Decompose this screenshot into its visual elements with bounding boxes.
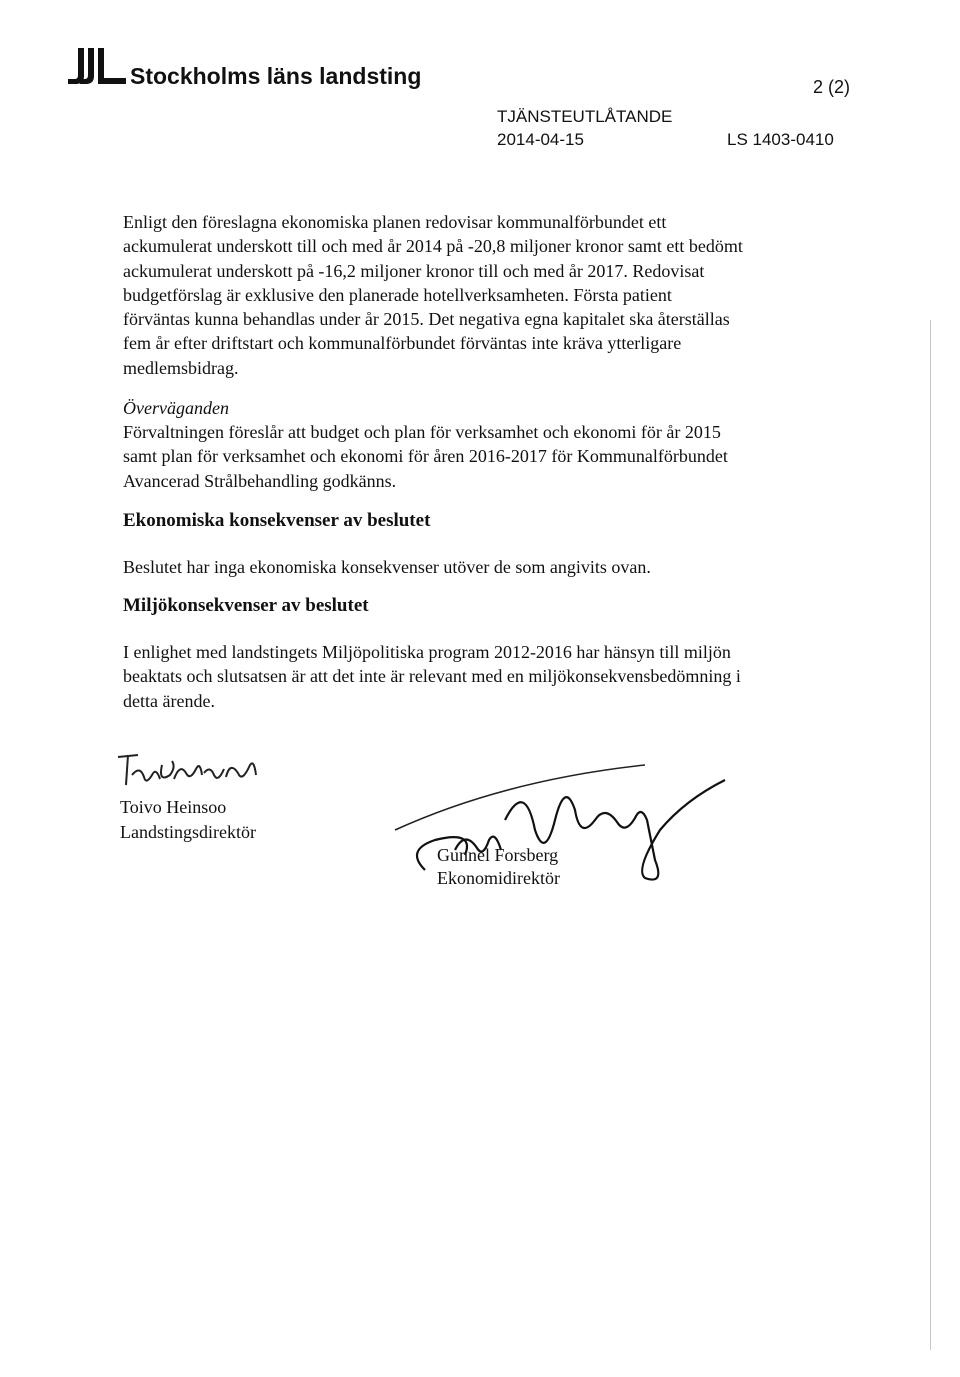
page-number: 2 (2) bbox=[813, 77, 851, 97]
environmental-consequences-text bbox=[123, 640, 743, 713]
signature-1-handwriting bbox=[110, 745, 290, 805]
paragraph-text: I enlighet med landstingets Miljöpolitiska program 2012-2016 har hänsyn till miljön beaktats och slutsatsen är att det inte är relevant med en miljökonsekvensbedömning i detta ärende. bbox=[123, 642, 741, 711]
signatory-1-name: Toivo Heinsoo bbox=[120, 797, 227, 817]
signatory-2-name: Gunnel Forsberg bbox=[437, 845, 559, 865]
document-date: 2014-04-15 bbox=[497, 130, 584, 149]
body-paragraph-1 bbox=[123, 210, 743, 380]
organization-name: Stockholms läns landsting bbox=[130, 63, 422, 89]
environmental-consequences-heading: Miljökonsekvenser av beslutet bbox=[123, 595, 369, 616]
signatory-1-title: Landstingsdirektör bbox=[120, 822, 256, 842]
paragraph-text: Beslutet har inga ekonomiska konsekvenser utöver de som angivits ovan. bbox=[123, 557, 651, 577]
document-type: TJÄNSTEUTLÅTANDE bbox=[497, 107, 673, 126]
economic-consequences-heading: Ekonomiska konsekvenser av beslutet bbox=[123, 510, 431, 531]
document-reference: LS 1403-0410 bbox=[727, 130, 834, 149]
body-paragraph-2 bbox=[123, 420, 743, 493]
scan-edge-line bbox=[930, 320, 931, 1350]
paragraph-text: Enligt den föreslagna ekonomiska planen redovisar kommunalförbundet ett ackumulerat underskott till och med år 2014 på -20,8 miljoner kronor samt ett bedömt ackumulerat underskott på -16,2 miljoner kronor till och med år 2017. Redovisat budgetförslag är exklusive den planerade hotellverksamheten. Första patient förväntas kunna behandlas under år 2015. Det negativa egna kapitalet ska återställas fem år efter driftstart och kommunalförbundet förväntas inte kräva ytterligare medlemsbidrag. bbox=[123, 212, 743, 378]
economic-consequences-text bbox=[123, 555, 743, 579]
paragraph-text: Förvaltningen föreslår att budget och plan för verksamhet och ekonomi för år 2015 samt plan för verksamhet och ekonomi för åren 2016-2017 för Kommunalförbundet Avancerad Strålbehandling godkänns. bbox=[123, 422, 728, 491]
signatory-2-title: Ekonomidirektör bbox=[437, 868, 560, 888]
sll-logo-icon bbox=[68, 44, 126, 90]
considerations-heading: Överväganden bbox=[123, 398, 229, 418]
